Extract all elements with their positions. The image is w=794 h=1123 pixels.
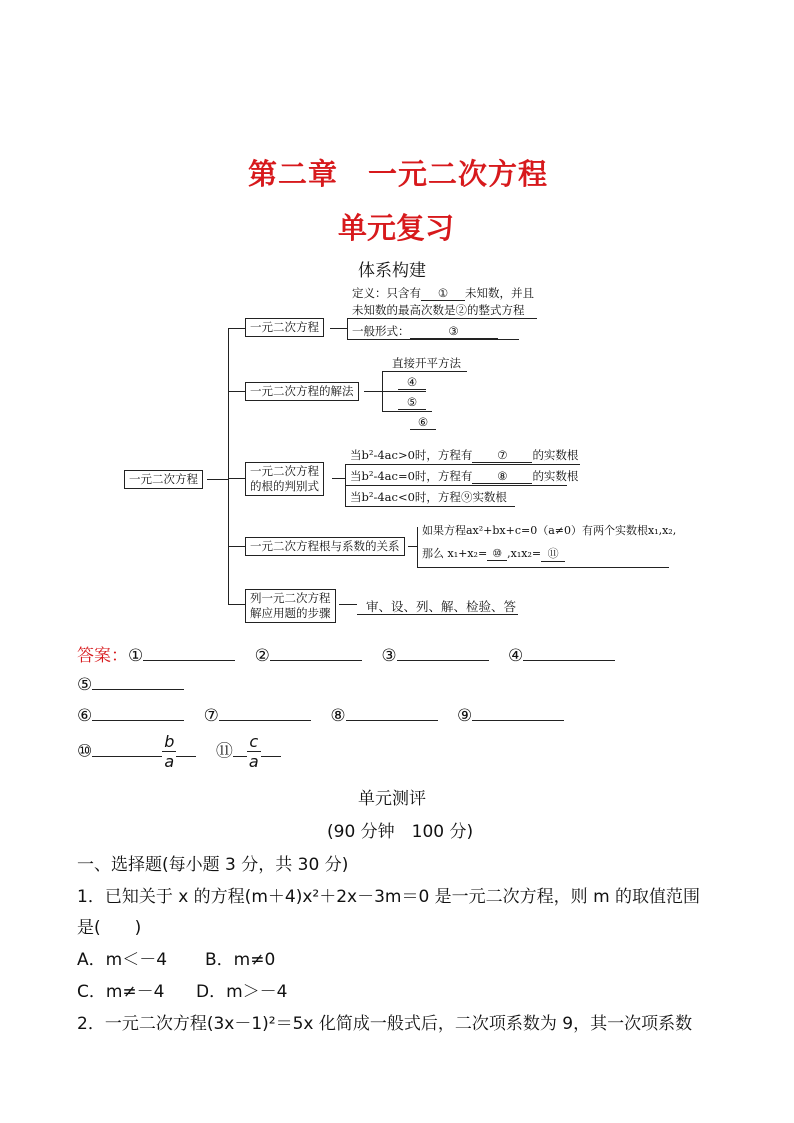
question2-stem: 2．一元二次方程(3x－1)²＝5x 化简成一般式后，二次项系数为 9，其一次项系数: [77, 1014, 693, 1034]
branch-application: 列一元二次方程 解应用题的步骤: [245, 589, 336, 623]
connector: [339, 604, 357, 605]
question1-stem-cont: 是( ): [77, 918, 142, 938]
test-heading: 单元测评: [358, 789, 426, 809]
discriminant-negative: 当b²-4ac<0时，方程⑨实数根: [350, 490, 507, 504]
branch-equation: 一元二次方程: [245, 318, 324, 337]
connector: [357, 614, 518, 615]
definition-line1: 定义：只含有 ① 未知数，并且: [352, 286, 534, 300]
connector: [345, 506, 515, 507]
method-blank6: ⑥: [410, 415, 436, 430]
method-blank4: ④: [398, 375, 426, 390]
answers-row2: ⑤: [77, 675, 184, 695]
vieta-line1: 如果方程ax²+bx+c=0（a≠0）有两个实数根x₁,x₂,: [422, 524, 677, 537]
connector: [332, 478, 346, 479]
branch-methods: 一元二次方程的解法: [245, 382, 359, 401]
question1-option-a[interactable]: A．m＜－4: [77, 950, 168, 970]
application-steps: 审、设、列、解、检验、答: [366, 599, 517, 614]
question1-option-d[interactable]: D．m＞－4: [196, 982, 288, 1002]
discriminant-zero: 当b²-4ac=0时，方程有 ⑧ 的实数根: [350, 469, 579, 483]
unit-title: 单元复习: [338, 211, 455, 245]
chapter-title: 第二章 一元二次方程: [248, 157, 549, 191]
connector: [347, 318, 537, 319]
question1-option-b[interactable]: B．m≠0: [205, 950, 276, 970]
branch-vieta: 一元二次方程根与系数的关系: [245, 537, 405, 556]
connector: [382, 371, 467, 372]
connector: [228, 391, 245, 392]
mindmap-root: 一元二次方程: [124, 470, 203, 489]
answers-row3: ⑥ ⑦ ⑧ ⑨: [77, 706, 564, 726]
connector: [228, 604, 245, 605]
connector: [228, 478, 245, 479]
general-form: 一般形式： ③: [352, 323, 498, 339]
question1-stem: 1．已知关于 x 的方程(m＋4)x²＋2x－3m＝0 是一元二次方程，则 m 的取值范围: [77, 887, 701, 907]
answers-row4: ⑩ $\frac{b}{a}$ ⑪ $\frac{c}{a}$: [77, 732, 281, 771]
connector: [330, 328, 348, 329]
vieta-line2: 那么 x₁+x₂= ⑩ ,x₁x₂= ⑪: [422, 545, 565, 562]
method-blank5: ⑤: [398, 395, 426, 410]
discriminant-positive: 当b²-4ac>0时，方程有 ⑦ 的实数根: [350, 448, 579, 462]
connector: [345, 485, 567, 486]
connector: [417, 527, 418, 567]
trunk-line: [228, 328, 229, 604]
connector: [347, 339, 519, 340]
section-choice: 一、选择题(每小题 3 分，共 30 分): [77, 855, 349, 875]
answers-row1: 答案：① ② ③ ④: [77, 641, 615, 666]
connector: [382, 391, 426, 392]
answers-label: 答案：: [77, 646, 128, 666]
branch-discriminant: 一元二次方程 的根的判别式: [245, 462, 324, 496]
fraction-c-over-a: $\frac{c}{a}$: [248, 732, 259, 771]
connector: [345, 464, 580, 465]
connector: [207, 479, 229, 480]
connector: [228, 328, 245, 329]
question1-option-c[interactable]: C．m≠－4: [77, 982, 165, 1002]
test-time: (90 分钟 100 分): [327, 822, 474, 842]
connector: [364, 391, 382, 392]
fraction-b-over-a: $\frac{b}{a}$: [164, 732, 175, 771]
connector: [382, 411, 432, 412]
connector: [347, 318, 348, 340]
method-direct: 直接开平方法: [392, 356, 461, 370]
connector: [228, 546, 245, 547]
system-heading: 体系构建: [358, 261, 426, 281]
definition-line2: 未知数的最高次数是②的整式方程: [352, 303, 525, 317]
connector: [417, 567, 669, 568]
